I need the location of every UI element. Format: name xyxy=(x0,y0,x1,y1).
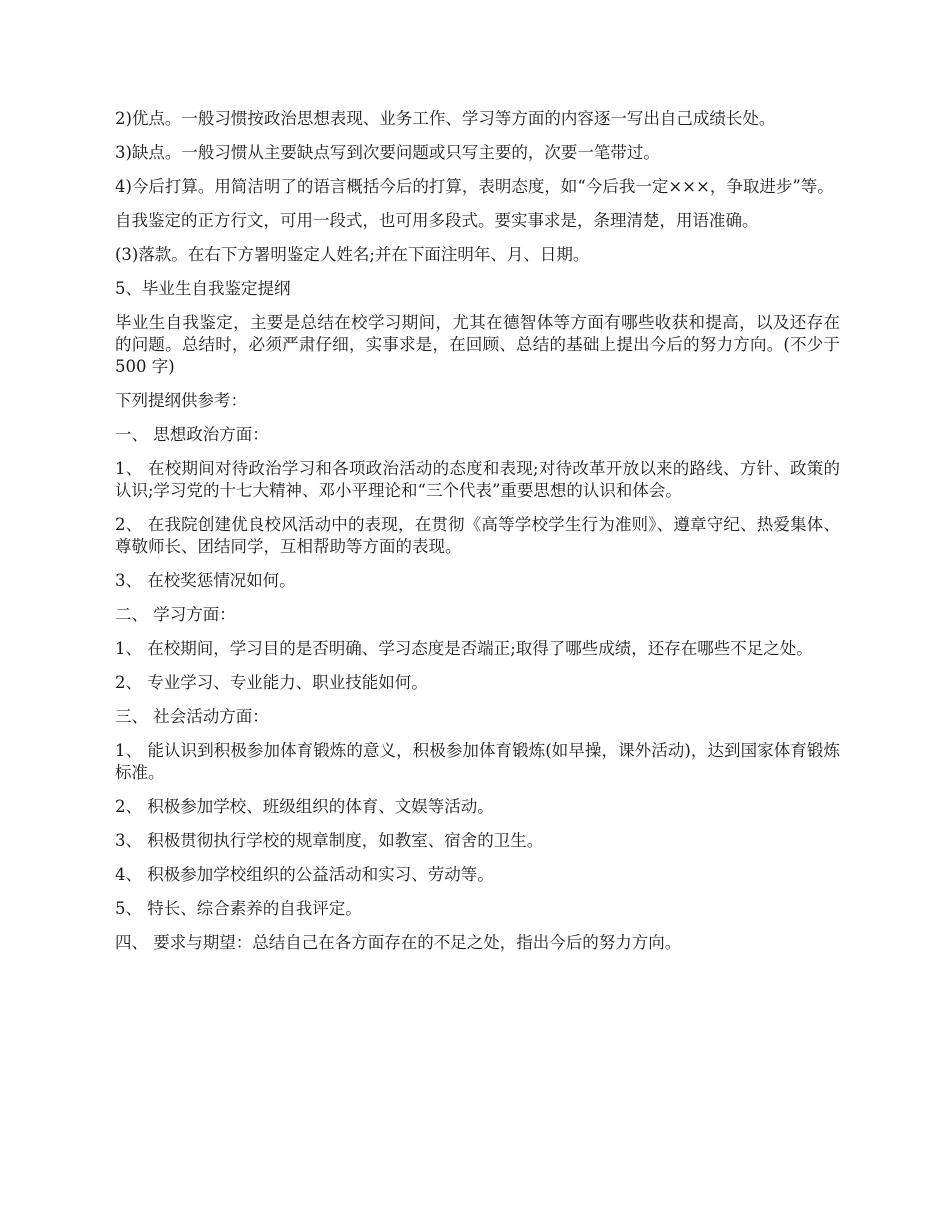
paragraph-strengths: 2)优点。一般习惯按政治思想表现、业务工作、学习等方面的内容逐一写出自己成绩长处。 xyxy=(115,109,776,128)
paragraph-weaknesses: 3)缺点。一般习惯从主要缺点写到次要问题或只写主要的，次要一笔带过。 xyxy=(115,143,660,162)
list-item-politics-1: 1、 在校期间对待政治学习和各项政治活动的态度和表现;对待改革开放以来的路线、方针、政策的认识;学习党的十七大精神、邓小平理论和“三个代表”重要思想的认识和体会。 xyxy=(115,459,840,500)
paragraph-reference-note: 下列提纲供参考： xyxy=(115,391,247,410)
list-item-social-2: 2、 积极参加学校、班级组织的体育、文娱等活动。 xyxy=(115,797,494,816)
list-item-social-5: 5、 特长、综合素养的自我评定。 xyxy=(115,899,362,918)
document-page xyxy=(115,108,840,966)
paragraph-future-plans: 4)今后打算。用简洁明了的语言概括今后的打算，表明态度，如“今后我一定×××，争取进步”等。 xyxy=(115,177,834,196)
list-item-social-1: 1、 能认识到积极参加体育锻炼的意义，积极参加体育锻炼(如早操，课外活动)，达到国家体育锻炼标准。 xyxy=(115,741,840,782)
section-heading-expectations: 四、 要求与期望：总结自己在各方面存在的不足之处，指出今后的努力方向。 xyxy=(115,933,682,952)
list-item-politics-3: 3、 在校奖惩情况如何。 xyxy=(115,571,296,590)
paragraph-outline-intro: 毕业生自我鉴定，主要是总结在校学习期间，尤其在德智体等方面有哪些收获和提高，以及还存在的问题。总结时，必须严肃仔细，实事求是，在回顾、总结的基础上提出今后的努力方向。(不少于 500 字) xyxy=(115,313,840,376)
list-item-social-3: 3、 积极贯彻执行学校的规章制度，如教室、宿舍的卫生。 xyxy=(115,831,544,850)
paragraph-body-format: 自我鉴定的正方行文，可用一段式，也可用多段式。要实事求是，条理清楚，用语准确。 xyxy=(115,211,759,230)
section-heading-outline: 5、毕业生自我鉴定提纲 xyxy=(115,279,291,298)
list-item-study-2: 2、 专业学习、专业能力、职业技能如何。 xyxy=(115,673,428,692)
section-heading-politics: 一、 思想政治方面： xyxy=(115,425,269,444)
paragraph-signature: (3)落款。在右下方署明鉴定人姓名;并在下面注明年、月、日期。 xyxy=(115,245,590,264)
list-item-social-4: 4、 积极参加学校组织的公益活动和实习、劳动等。 xyxy=(115,865,494,884)
list-item-politics-2: 2、 在我院创建优良校风活动中的表现，在贯彻《高等学校学生行为准则》、遵章守纪、热爱集体、尊敬师长、团结同学，互相帮助等方面的表现。 xyxy=(115,515,840,556)
section-heading-social: 三、 社会活动方面： xyxy=(115,707,269,726)
list-item-study-1: 1、 在校期间，学习目的是否明确、学习态度是否端正;取得了哪些成绩，还存在哪些不足之处。 xyxy=(115,639,813,658)
section-heading-study: 二、 学习方面： xyxy=(115,605,236,624)
